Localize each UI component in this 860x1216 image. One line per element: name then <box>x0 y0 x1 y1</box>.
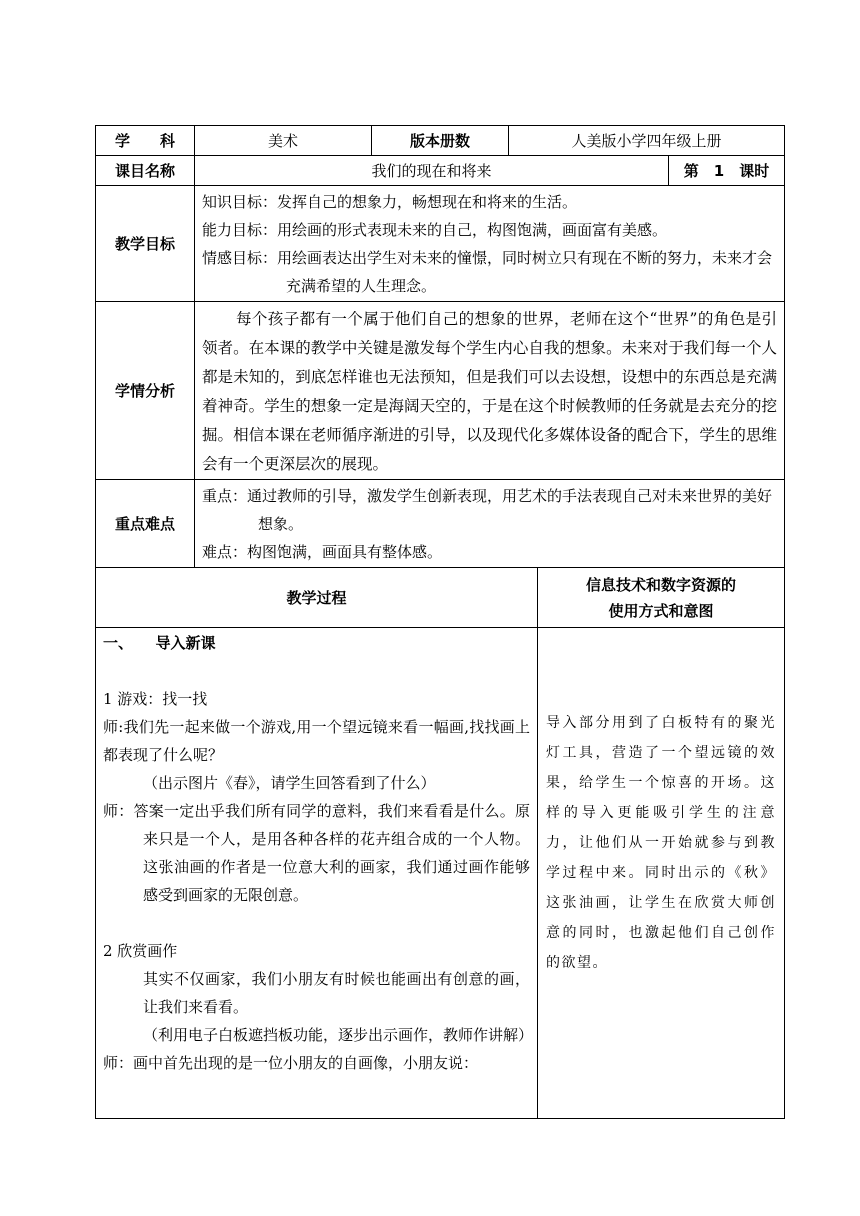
process-body-row <box>96 628 784 1118</box>
note-line-1: （出示图片《春》，请学生回答看到了什么） <box>143 774 436 792</box>
objectives-label: 教学目标 <box>96 186 195 301</box>
analysis-content <box>195 302 784 479</box>
section-intro-title: 一、 导入新课 <box>103 634 216 652</box>
difficulty-point: 难点：构图饱满，画面具有整体感。 <box>202 543 443 561</box>
info-header-line2: 使用方式和意图 <box>608 601 714 620</box>
edition-value: 人美版小学四年级上册 <box>571 131 722 150</box>
edition-label: 版本册数 <box>372 126 509 155</box>
title-row <box>96 156 784 186</box>
keypoints-row <box>96 480 784 568</box>
blank-line-2 <box>103 909 530 937</box>
subject-row <box>96 126 784 156</box>
objective-knowledge: 知识目标：发挥自己的想象力，畅想现在和将来的生活。 <box>202 193 578 211</box>
process-content <box>96 628 538 1118</box>
process-header: 教学过程 <box>96 568 538 627</box>
note-line-2: （利用电子白板遮挡板功能，逐步出示画作，教师作讲解） <box>143 1026 534 1044</box>
analysis-label: 学情分析 <box>96 302 195 479</box>
key-point: 重点：通过教师的引导，激发学生创新表现，用艺术的手法表现自己对未来世界的美好想象。 <box>202 487 773 533</box>
objective-emotion: 情感目标：用绘画表达出学生对未来的憧憬，同时树立只有现在不断的努力，未来才会充满希望的人生理念。 <box>202 249 773 295</box>
subject-value: 美术 <box>195 126 372 155</box>
blank-line <box>103 657 530 685</box>
teacher-line-3: 师：画中首先出现的是一位小朋友的自画像，小朋友说： <box>103 1054 479 1072</box>
analysis-row <box>96 302 784 480</box>
keypoints-content <box>195 480 784 567</box>
objectives-content <box>195 186 784 301</box>
info-header-line1: 信息技术和数字资源的 <box>585 575 736 594</box>
teacher-line-1: 师:我们先一起来做一个游戏,用一个望远镜来看一幅画,找找画上都表现了什么呢？ <box>103 718 530 764</box>
course-name-label: 课目名称 <box>96 156 195 185</box>
para-appreciate: 其实不仅画家，我们小朋友有时候也能画出有创意的画，让我们来看看。 <box>143 970 530 1016</box>
analysis-paragraph: 每个孩子都有一个属于他们自己的想象的世界，老师在这个“世界”的角色是引领者。在本课的教学中关键是激发每个学生内心自我的想象。未来对于我们每一个人都是未知的，到底怎样谁也无法预知，但是我们可以去设想，设想中的东西总是充满着神奇。学生的想象一定是海阔天空的，于是在这个时候教师的任务就是去充分的挖掘。相信本课在老师循序渐进的引导，以及现代化多媒体设备的配合下，学生的思维会有一个更深层次的展现。 <box>202 310 777 473</box>
course-name-value: 我们的现在和将来 <box>195 156 669 185</box>
item-appreciate-title: 2 欣赏画作 <box>103 942 178 960</box>
period-label: 第 1 课时 <box>683 161 770 180</box>
subject-label: 学 科 <box>96 126 195 155</box>
info-content: 导入部分用到了白板特有的聚光灯工具，营造了一个望远镜的效果，给学生一个惊喜的开场。这样的导入更能吸引学生的注意力，让他们从一开始就参与到教学过程中来。同时出示的《秋》这张油画，让学生在欣赏大师创意的同时，也激起他们自己创作的欲望。 <box>546 715 776 971</box>
objectives-row <box>96 186 784 302</box>
process-header-row <box>96 568 784 628</box>
teacher-line-2: 师：答案一定出乎我们所有同学的意料，我们来看看是什么。原来只是一个人，是用各种各样的花卉组合成的一个人物。这张油画的作者是一位意大利的画家，我们通过画作能够感受到画家的无限创意。 <box>103 802 530 904</box>
lesson-plan-table <box>95 125 785 1119</box>
info-header <box>538 568 784 627</box>
item-game-title: 1 游戏：找一找 <box>103 690 208 708</box>
keypoints-label: 重点难点 <box>96 480 195 567</box>
objective-ability: 能力目标：用绘画的形式表现未来的自己，构图饱满，画面富有美感。 <box>202 221 668 239</box>
